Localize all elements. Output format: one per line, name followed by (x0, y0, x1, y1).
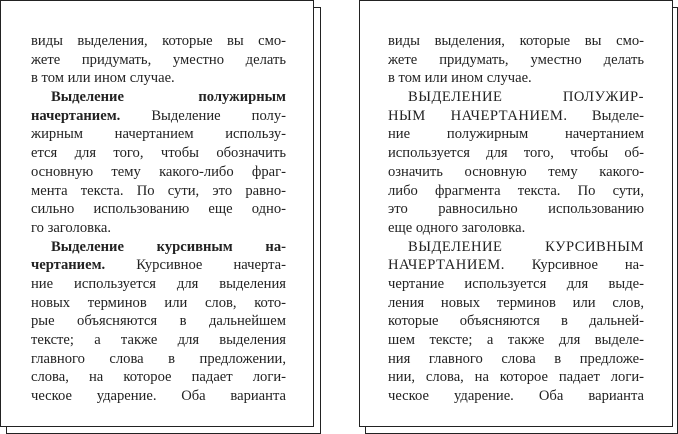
text-line (388, 275, 644, 294)
body-run: жете придумать, уместно делать (31, 51, 286, 68)
heading-run: НАЧЕРТАНИЕМ. (388, 257, 505, 274)
text-line (388, 88, 644, 107)
body-run: ления новых терминов или слов, (388, 294, 644, 311)
text-line (388, 69, 644, 88)
body-run: Курсивное начерта- (105, 257, 286, 274)
text-line (388, 387, 644, 406)
body-run: слова, на которое падает логи- (31, 369, 286, 386)
body-run: го заголовка. (31, 219, 112, 236)
heading-run: чертанием. (31, 257, 106, 274)
text-line (31, 182, 286, 201)
text-line (31, 219, 286, 238)
text-line (388, 368, 644, 387)
heading-run: Выделение полужирным (51, 89, 286, 106)
heading-run: НЫМ НАЧЕРТАНИЕМ. (388, 107, 568, 124)
body-run: в том или ином случае. (388, 70, 532, 87)
text-line (31, 107, 286, 126)
text-line (31, 88, 286, 107)
body-run: это равносильно использованию (388, 201, 644, 218)
body-run: означить основную тему какого- (388, 163, 644, 180)
text-line (31, 256, 286, 275)
body-run: ние используется для выделения (31, 275, 286, 292)
body-run: рые объясняются в дальнейшем (31, 313, 286, 330)
text-line (31, 368, 286, 387)
body-run: жирным начертанием использу- (31, 126, 286, 143)
text-line (388, 294, 644, 313)
text-line (388, 51, 644, 70)
text-line (388, 219, 644, 238)
body-run: ния главного слова в предложе- (388, 350, 644, 367)
body-run: еще одного заголовка. (388, 219, 526, 236)
body-run: либо фрагмента текста. По сути, (388, 182, 644, 199)
text-line (388, 182, 644, 201)
text-line (388, 163, 644, 182)
text-line (388, 107, 644, 126)
body-run: шем тексте; а также для выделе- (388, 332, 644, 348)
text-line (31, 144, 286, 163)
body-run: новых терминов или слов, кото- (31, 294, 286, 311)
left-page (0, 0, 314, 427)
text-line (31, 200, 286, 219)
text-line (31, 51, 286, 70)
body-run: виды выделения, которые вы смо- (388, 33, 644, 49)
text-line (31, 331, 286, 350)
heading-run: ВЫДЕЛЕНИЕ КУРСИВНЫМ (408, 238, 644, 255)
text-line (31, 163, 286, 182)
left-page-text (31, 32, 286, 406)
body-run: сильно использованию еще одно- (31, 201, 286, 218)
body-run: Курсивное на- (504, 257, 644, 274)
text-line (31, 350, 286, 369)
body-run: ческое ударение. Оба варианта (388, 388, 644, 405)
text-line (388, 125, 644, 144)
right-page-text (388, 32, 644, 406)
body-run: ется для того, чтобы обозначить (31, 145, 286, 162)
heading-run: Выделение курсивным на- (51, 238, 286, 255)
text-line (388, 238, 644, 257)
text-line (388, 200, 644, 219)
text-line (31, 32, 286, 51)
body-run: нии, слова, на которое падает логи- (388, 369, 644, 386)
text-line (31, 387, 286, 406)
body-run: в том или ином случае. (31, 70, 175, 87)
text-line (388, 256, 644, 275)
body-run: тексте; а также для выделения (31, 332, 286, 348)
body-run: главного слова в предложении, (31, 350, 286, 367)
text-line (31, 238, 286, 257)
text-line (31, 69, 286, 88)
body-run: жете придумать, уместно делать (388, 51, 644, 68)
body-run: виды выделения, которые вы смо- (31, 33, 286, 49)
text-line (388, 312, 644, 331)
text-line (388, 350, 644, 369)
heading-run: ВЫДЕЛЕНИЕ ПОЛУЖИР- (408, 89, 644, 106)
right-page (359, 0, 673, 427)
body-run: используется для того, чтобы об- (388, 145, 644, 162)
heading-run: начертанием. (31, 107, 121, 124)
body-run: ческое ударение. Оба варианта (31, 388, 286, 405)
body-run: Выделе- (567, 107, 644, 124)
text-line (388, 32, 644, 51)
text-line (31, 275, 286, 294)
text-line (388, 331, 644, 350)
body-run: основную тему какого-либо фраг- (31, 163, 286, 180)
body-run: которые объясняются в дальней- (388, 313, 644, 330)
text-line (31, 294, 286, 313)
text-line (31, 312, 286, 331)
text-line (31, 125, 286, 144)
body-run: Выделение полу- (120, 107, 286, 124)
body-run: чертание используется для выде- (388, 275, 644, 292)
body-run: мента текста. По сути, это равно- (31, 182, 286, 199)
body-run: ние полужирным начертанием (388, 126, 644, 143)
text-line (388, 144, 644, 163)
